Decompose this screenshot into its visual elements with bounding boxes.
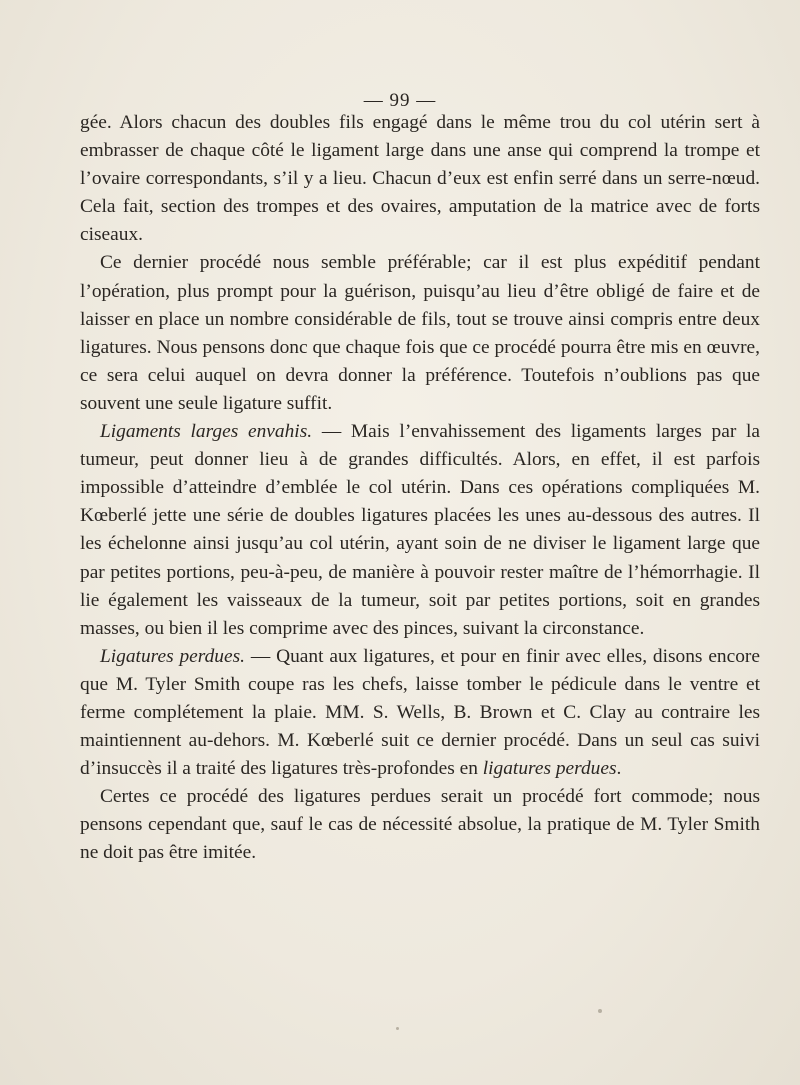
section-heading-ligatures: Ligatures perdues. — [100, 645, 245, 667]
paragraph-5-text: Certes ce procédé des ligatures perdues serait un procédé fort commode; nous pensons cependant que, sauf le cas de nécessité absolue, la pratique de M. Tyler Smith ne doit pas être imitée. — [80, 786, 760, 864]
page-number: — 99 — — [363, 90, 437, 111]
paper-speck — [598, 1009, 602, 1013]
paragraph-1 — [80, 109, 760, 249]
paragraph-3 — [80, 418, 760, 643]
paragraph-1-text: gée. Alors chacun des doubles fils engagé dans le même trou du col utérin sert à embrasser de chaque côté le ligament large dans une anse qui comprend la trompe et l’ovaire correspondants, s’il y a lieu. Chacun d’eux est enfin serré dans un serre-nœud. Cela fait, section des trompes et des ovaires, amputation de la matrice avec de forts ciseaux. — [80, 112, 760, 246]
section-heading-ligaments: Ligaments larges envahis. — [100, 421, 313, 443]
body-text — [80, 109, 760, 868]
paragraph-4 — [80, 643, 760, 783]
paragraph-4-emphasis: ligatures perdues — [482, 758, 617, 780]
paragraph-4-text-before: — Quant aux ligatures, et pour en finir avec elles, disons encore que M. Tyler Smith coupe ras les chefs, laisse tomber le pédicule dans le ventre et ferme complétement la plaie. MM. S. Wells, B. Brown et C. Clay au contraire les maintiennent au-dehors. M. Kœberlé suit ce dernier procédé. Dans un seul cas suivi d’insuccès il a traité des ligatures très-profondes en — [80, 645, 760, 780]
paragraph-4-text-after: . — [616, 758, 622, 780]
paper-speck — [396, 1027, 399, 1030]
paragraph-2 — [80, 249, 760, 418]
paragraph-2-text: Ce dernier procédé nous semble préférable; car il est plus expéditif pendant l’opération, plus prompt pour la guérison, puisqu’au lieu d’être obligé de faire et de laisser en place un nombre considérable de fils, tout se trouve ainsi compris entre deux ligatures. Nous pensons donc que chaque fois que ce procédé pourra être mis en œuvre, ce sera celui auquel on devra donner la préférence. Toutefois n’oublions pas que souvent une seule ligature suffit. — [80, 252, 760, 414]
paragraph-5 — [80, 783, 760, 867]
paragraph-3-text: — Mais l’envahissement des ligaments larges par la tumeur, peut donner lieu à de grandes difficultés. Alors, en effet, il est parfois impossible d’atteindre d’emblée le col utérin. Dans ces opérations compliquées M. Kœberlé jette une série de doubles ligatures placées les unes au-dessous des autres. Il les échelonne ainsi jusqu’au col utérin, ayant soin de ne diviser le ligament large que par petites portions, peu-à-peu, de manière à pouvoir rester maître de l’hémorrhagie. Il lie également les vaisseaux de la tumeur, soit par petites portions, soit en grandes masses, ou bien il les comprime avec des pinces, suivant la circonstance. — [80, 421, 760, 639]
